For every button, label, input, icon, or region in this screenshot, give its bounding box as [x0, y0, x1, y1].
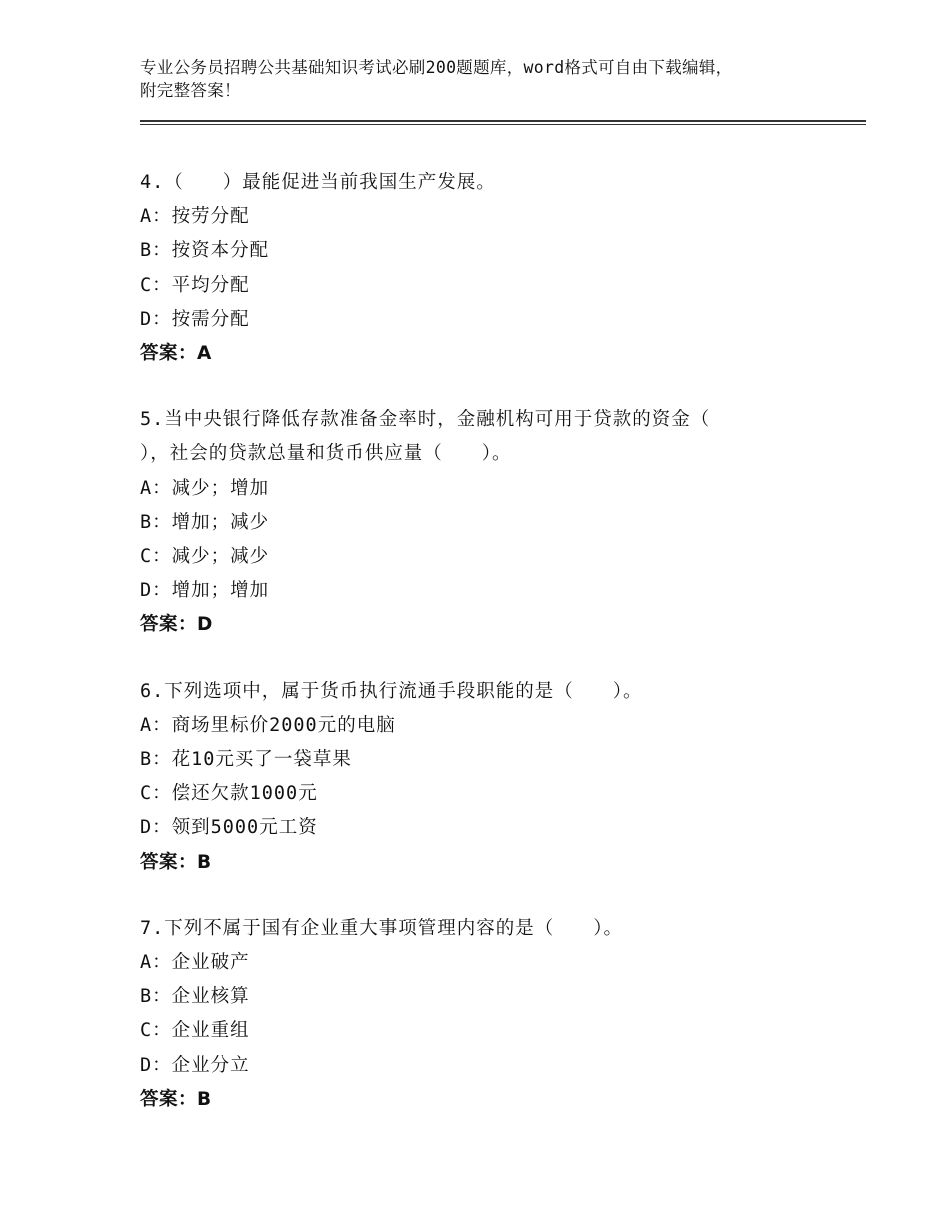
option-c: C：平均分配	[140, 274, 250, 296]
option-d: D：领到5000元工资	[140, 817, 318, 839]
answer-label: 答案：D	[140, 614, 213, 636]
question-7	[140, 912, 840, 1117]
question-5	[140, 403, 840, 642]
option-b: B：花10元买了一袋草果	[140, 749, 352, 771]
option-a: A：减少；增加	[140, 477, 270, 499]
question-stem-continued: ），社会的贷款总量和货币供应量（ ）。	[140, 443, 512, 465]
option-b: B：增加；减少	[140, 511, 270, 533]
question-stem: 6.下列选项中，属于货币执行流通手段职能的是（ ）。	[140, 680, 643, 702]
question-stem: 4.（ ）最能促进当前我国生产发展。	[140, 172, 496, 193]
header-divider-thick	[140, 120, 866, 122]
option-c: C：偿还欠款1000元	[140, 783, 318, 805]
question-stem: 5.当中央银行降低存款准备金率时，金融机构可用于贷款的资金（	[140, 409, 711, 431]
option-c: C：减少；减少	[140, 546, 270, 568]
option-b: B：按资本分配	[140, 240, 270, 262]
question-6	[140, 675, 840, 880]
question-stem: 7.下列不属于国有企业重大事项管理内容的是（ ）。	[140, 917, 624, 939]
answer-label: 答案：B	[140, 851, 212, 873]
option-b: B：企业核算	[140, 986, 250, 1008]
question-4	[140, 166, 840, 371]
option-d: D：增加；增加	[140, 580, 270, 602]
header-line-1: 专业公务员招聘公共基础知识考试必刷200题题库，word格式可自由下载编辑，	[140, 58, 733, 77]
option-a: A：按劳分配	[140, 206, 250, 228]
answer-label: 答案：B	[140, 1088, 212, 1110]
question-list	[140, 166, 840, 1149]
document-header	[140, 56, 830, 102]
header-line-2: 附完整答案！	[140, 81, 241, 100]
option-d: D：企业分立	[140, 1054, 250, 1076]
option-c: C：企业重组	[140, 1020, 250, 1042]
option-d: D：按需分配	[140, 308, 250, 330]
answer-label: 答案：A	[140, 343, 212, 365]
header-divider-thin	[140, 124, 866, 125]
option-a: A：商场里标价2000元的电脑	[140, 714, 396, 736]
option-a: A：企业破产	[140, 952, 250, 974]
